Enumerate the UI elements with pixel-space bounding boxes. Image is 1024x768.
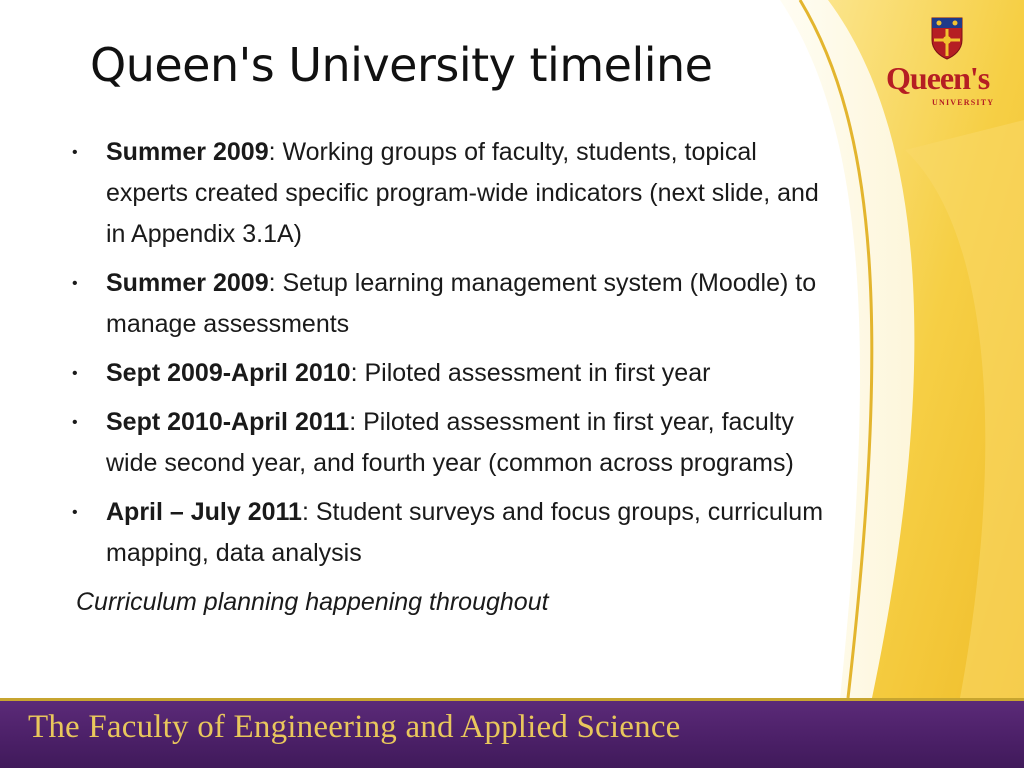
bullet-icon: • bbox=[72, 414, 78, 431]
crest-icon bbox=[930, 16, 964, 60]
footer-banner bbox=[0, 698, 1024, 768]
faculty-name: The Faculty of Engineering and Applied Science bbox=[28, 709, 681, 745]
bullet-icon: • bbox=[72, 504, 78, 521]
slide-content bbox=[60, 132, 830, 623]
timeline-date: Sept 2010-April 2011 bbox=[106, 408, 350, 436]
timeline-description: : Student surveys and focus groups, curriculum mapping, data analysis bbox=[106, 498, 824, 567]
timeline-item bbox=[60, 132, 830, 255]
slide-title: Queen's University timeline bbox=[90, 38, 713, 92]
timeline-item bbox=[60, 492, 830, 574]
queens-university-logo bbox=[886, 16, 1016, 116]
timeline-item bbox=[60, 353, 830, 394]
timeline-date: Summer 2009 bbox=[106, 138, 269, 166]
bullet-icon: • bbox=[72, 144, 78, 161]
timeline-list bbox=[60, 132, 830, 574]
timeline-date: Sept 2009-April 2010 bbox=[106, 359, 351, 387]
timeline-description: : Piloted assessment in first year, faculty wide second year, and fourth year (common across programs) bbox=[106, 408, 794, 477]
timeline-description: : Setup learning management system (Moodle) to manage assessments bbox=[106, 269, 817, 338]
logo-wordmark: Queen's bbox=[886, 60, 990, 96]
timeline-description: : Working groups of faculty, students, topical experts created specific program-wide indicators (next slide, and in Appendix 3.1A) bbox=[106, 138, 819, 248]
timeline-item bbox=[60, 402, 830, 484]
timeline-date: April – July 2011 bbox=[106, 498, 302, 526]
timeline-description: : Piloted assessment in first year bbox=[350, 359, 711, 387]
slide-footnote: Curriculum planning happening throughout bbox=[76, 588, 549, 616]
timeline-item bbox=[60, 263, 830, 345]
bullet-icon: • bbox=[72, 365, 78, 382]
logo-subtitle: UNIVERSITY bbox=[932, 98, 995, 107]
bullet-icon: • bbox=[72, 275, 78, 292]
timeline-date: Summer 2009 bbox=[106, 269, 269, 297]
